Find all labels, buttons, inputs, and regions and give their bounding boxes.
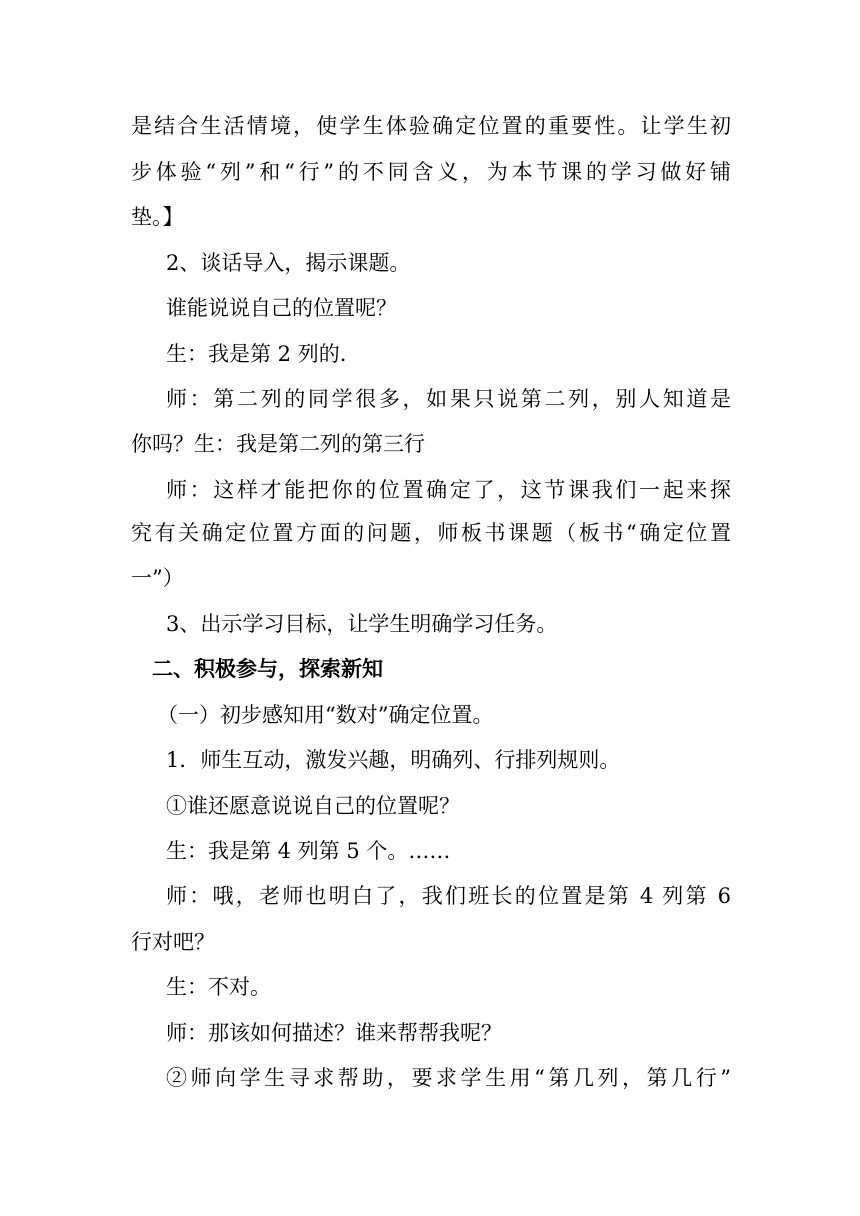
text-line: 一”） [131,566,184,590]
text-line: ②师向学生寻求帮助，要求学生用“第几列，第几行” [166,1066,731,1090]
text-line: 3、出示学习目标，让学生明确学习任务。 [166,612,558,636]
text-line: 步体验“列”和“行”的不同含义，为本节课的学习做好铺 [131,160,731,184]
text-line: 你吗？生：我是第二列的第三行 [131,432,425,456]
text-line: 师：第二列的同学很多，如果只说第二列，别人知道是 [166,387,731,411]
text-line: 谁能说说自己的位置呢？ [166,296,397,320]
text-line: 师：哦，老师也明白了，我们班长的位置是第 4 列第 6 [166,884,731,908]
text-line: 行对吧？ [131,930,215,954]
text-line: 生：我是第 2 列的. [166,342,347,366]
text-line: 垫。】 [131,205,184,229]
text-line: 2、谈话导入，揭示课题。 [166,251,411,275]
text-line: 是结合生活情境，使学生体验确定位置的重要性。让学生初 [131,114,731,138]
text-line: 生：我是第 4 列第 5 个。…… [166,839,451,863]
section-heading: 二、积极参与，探索新知 [152,656,383,681]
text-line: 师：这样才能把你的位置确定了，这节课我们一起来探 [166,478,731,502]
text-line: 师：那该如何描述？谁来帮帮我呢？ [166,1021,502,1045]
text-line: ①谁还愿意说说自己的位置呢？ [166,794,460,818]
subsection-heading: （一）初步感知用“数对”确定位置。 [157,703,494,727]
text-line: 究有关确定位置方面的问题，师板书课题（板书“确定位置 [131,521,731,545]
text-line: 生：不对。 [166,975,271,999]
text-line: 1．师生互动，激发兴趣，明确列、行排列规则。 [166,748,621,772]
